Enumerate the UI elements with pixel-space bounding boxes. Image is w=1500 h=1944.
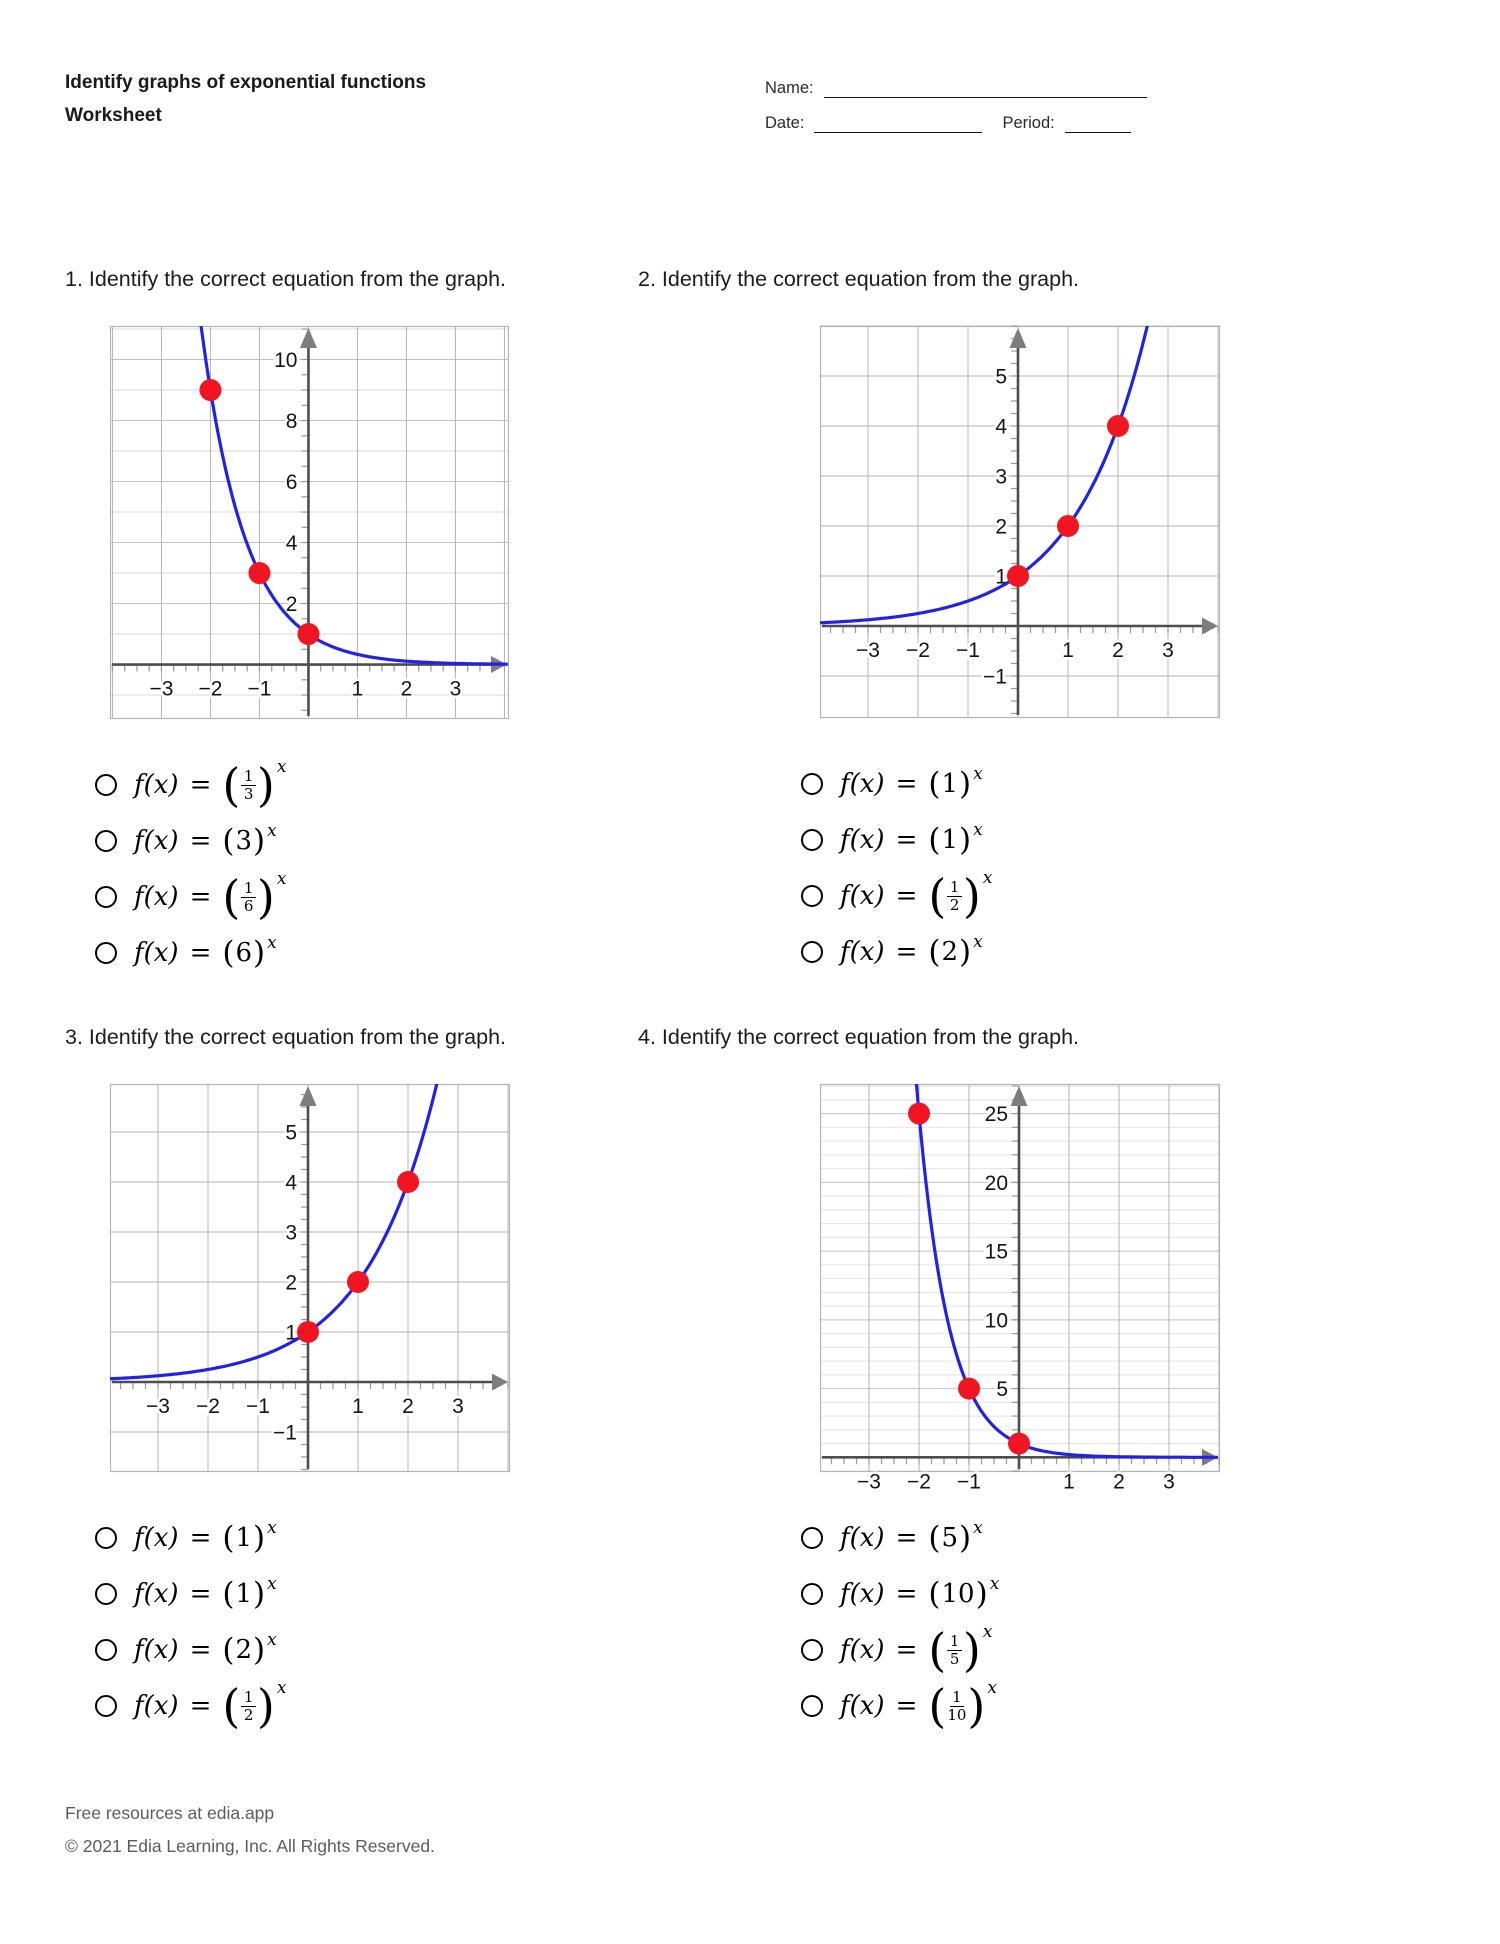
exponent-x: x xyxy=(973,931,983,952)
radio-circle[interactable] xyxy=(801,1639,823,1661)
option-equation xyxy=(840,1573,1000,1612)
option-equation xyxy=(134,932,277,971)
exponential-graph-4 xyxy=(820,1084,1238,1494)
options-list-4 xyxy=(801,1510,1238,1734)
answer-option-2-3[interactable] xyxy=(801,868,1238,924)
equation-lhs: f(x) xyxy=(840,1579,885,1609)
close-paren: ) xyxy=(256,1679,275,1733)
equation-base: 2 xyxy=(941,937,959,967)
close-paren: ) xyxy=(967,1679,986,1733)
fraction-denominator: 3 xyxy=(243,784,254,803)
question-prompt-2 xyxy=(638,266,1238,292)
answer-option-2-4[interactable] xyxy=(801,924,1238,980)
equation-base: 1 xyxy=(941,825,959,855)
answer-option-1-1[interactable] xyxy=(95,757,665,813)
answer-option-1-3[interactable] xyxy=(95,869,665,925)
equation-lhs: f(x) xyxy=(840,1691,885,1721)
fraction xyxy=(946,1689,967,1724)
equals-sign: = xyxy=(895,881,918,911)
answer-option-3-4[interactable] xyxy=(95,1678,665,1734)
svg-text:3: 3 xyxy=(995,465,1007,489)
answer-option-1-4[interactable] xyxy=(95,925,665,981)
svg-text:−3: −3 xyxy=(146,1395,170,1418)
open-paren: ( xyxy=(928,765,941,802)
graph-svg-2 xyxy=(820,326,1220,718)
equals-sign: = xyxy=(189,1691,212,1721)
svg-text:−2: −2 xyxy=(196,1395,220,1418)
name-input-line xyxy=(824,79,1147,98)
equation-lhs: f(x) xyxy=(134,1691,179,1721)
equation-lhs: f(x) xyxy=(840,1523,885,1553)
radio-circle[interactable] xyxy=(95,830,117,852)
equation-lhs: f(x) xyxy=(134,1579,179,1609)
svg-text:−1: −1 xyxy=(273,1421,297,1445)
fraction-numerator: 1 xyxy=(241,768,256,786)
option-equation xyxy=(134,1573,277,1612)
svg-text:4: 4 xyxy=(285,1171,297,1195)
svg-text:2: 2 xyxy=(1113,1470,1125,1494)
svg-text:1: 1 xyxy=(352,1395,364,1418)
question-number: 4. xyxy=(638,1025,656,1049)
equals-sign: = xyxy=(189,826,212,856)
radio-circle[interactable] xyxy=(95,1639,117,1661)
answer-option-3-3[interactable] xyxy=(95,1622,665,1678)
question-text: Identify the correct equation from the graph. xyxy=(661,1025,1080,1049)
open-paren: ( xyxy=(928,933,941,970)
close-paren: ) xyxy=(962,869,981,923)
svg-text:1: 1 xyxy=(285,1321,297,1345)
svg-text:5: 5 xyxy=(285,1121,297,1145)
options-list-1 xyxy=(95,757,665,981)
equation-base: 5 xyxy=(941,1523,959,1553)
date-period-row xyxy=(765,109,1147,133)
question-block-2 xyxy=(638,266,1238,980)
option-equation xyxy=(840,931,983,970)
svg-text:25: 25 xyxy=(984,1103,1008,1127)
fraction-numerator: 1 xyxy=(241,880,256,898)
equation-lhs: f(x) xyxy=(134,770,179,800)
radio-circle[interactable] xyxy=(801,885,823,907)
answer-option-3-1[interactable] xyxy=(95,1510,665,1566)
fraction-denominator: 2 xyxy=(949,895,960,914)
question-prompt-4 xyxy=(638,1024,1238,1050)
option-equation xyxy=(840,763,983,802)
exponent-x: x xyxy=(982,868,993,888)
radio-circle[interactable] xyxy=(95,1527,117,1549)
svg-text:−1: −1 xyxy=(247,677,272,701)
close-paren: ) xyxy=(253,934,266,971)
fraction xyxy=(946,879,963,914)
options-list-3 xyxy=(95,1510,665,1734)
svg-text:−2: −2 xyxy=(907,1470,931,1494)
svg-text:20: 20 xyxy=(984,1171,1008,1195)
close-paren: ) xyxy=(253,1519,266,1556)
question-block-4 xyxy=(638,1024,1238,1734)
title-line-1: Identify graphs of exponential functions xyxy=(65,72,427,93)
footer-line-1: Free resources at edia.app xyxy=(65,1803,275,1823)
radio-circle[interactable] xyxy=(801,1527,823,1549)
svg-text:−1: −1 xyxy=(983,665,1007,689)
exponent-x: x xyxy=(973,819,983,840)
svg-text:−3: −3 xyxy=(149,677,174,701)
equals-sign: = xyxy=(895,1691,918,1721)
equals-sign: = xyxy=(895,769,918,799)
open-paren: ( xyxy=(222,1631,235,1668)
equation-base: 1 xyxy=(235,1523,253,1553)
option-equation xyxy=(134,757,287,812)
fraction-numerator: 1 xyxy=(947,1633,962,1651)
equals-sign: = xyxy=(189,1635,212,1665)
equation-base: 2 xyxy=(235,1635,253,1665)
close-paren: ) xyxy=(256,870,275,924)
date-input-line xyxy=(814,114,982,133)
svg-text:2: 2 xyxy=(995,515,1007,539)
equation-lhs: f(x) xyxy=(840,825,885,855)
open-paren: ( xyxy=(928,1519,941,1556)
equals-sign: = xyxy=(189,1579,212,1609)
exponent-x: x xyxy=(267,820,277,841)
radio-circle[interactable] xyxy=(95,1583,117,1605)
answer-option-2-2[interactable] xyxy=(801,812,1238,868)
svg-text:5: 5 xyxy=(995,365,1007,389)
equation-lhs: f(x) xyxy=(134,826,179,856)
option-equation xyxy=(134,1517,277,1556)
svg-text:2: 2 xyxy=(1112,639,1124,662)
footer-line-2: © 2021 Edia Learning, Inc. All Rights Reserved. xyxy=(65,1836,435,1856)
fraction xyxy=(240,768,257,803)
name-label: Name: xyxy=(765,79,814,97)
page-footer xyxy=(65,1797,435,1863)
equation-lhs: f(x) xyxy=(134,938,179,968)
fraction-denominator: 2 xyxy=(243,1705,254,1724)
svg-text:1: 1 xyxy=(1062,639,1074,662)
open-paren: ( xyxy=(222,758,241,812)
question-number: 3. xyxy=(65,1025,83,1049)
student-info-fields xyxy=(765,74,1147,144)
title-line-2: Worksheet xyxy=(65,105,162,126)
svg-text:1: 1 xyxy=(351,677,364,701)
svg-text:3: 3 xyxy=(1162,639,1174,662)
equation-lhs: f(x) xyxy=(134,882,179,912)
answer-option-3-2[interactable] xyxy=(95,1566,665,1622)
answer-option-4-2[interactable] xyxy=(801,1566,1238,1622)
fraction-denominator: 5 xyxy=(949,1649,960,1668)
exponent-x: x xyxy=(267,932,277,953)
question-number: 1. xyxy=(65,267,83,291)
answer-option-4-1[interactable] xyxy=(801,1510,1238,1566)
equation-lhs: f(x) xyxy=(840,769,885,799)
close-paren: ) xyxy=(256,758,275,812)
svg-text:2: 2 xyxy=(285,1271,297,1295)
question-prompt-1 xyxy=(65,266,665,292)
svg-text:15: 15 xyxy=(984,1240,1008,1264)
svg-text:1: 1 xyxy=(995,565,1007,589)
option-equation xyxy=(134,1678,287,1733)
exponential-graph-3 xyxy=(110,1084,665,1472)
svg-text:2: 2 xyxy=(400,677,413,701)
graph-svg-4 xyxy=(820,1084,1220,1494)
options-list-2 xyxy=(801,756,1238,980)
svg-text:10: 10 xyxy=(984,1309,1008,1333)
question-text: Identify the correct equation from the graph. xyxy=(88,267,507,291)
equals-sign: = xyxy=(895,1635,918,1665)
period-label: Period: xyxy=(1002,114,1055,132)
exponent-x: x xyxy=(276,1678,287,1698)
equation-lhs: f(x) xyxy=(840,881,885,911)
equation-base: 10 xyxy=(941,1579,975,1609)
option-equation xyxy=(840,1622,993,1677)
open-paren: ( xyxy=(222,1679,241,1733)
open-paren: ( xyxy=(222,870,241,924)
equation-base: 1 xyxy=(941,769,959,799)
svg-text:−3: −3 xyxy=(857,1470,881,1494)
open-paren: ( xyxy=(222,1519,235,1556)
svg-text:−1: −1 xyxy=(957,1470,981,1494)
exponent-x: x xyxy=(973,1517,983,1538)
svg-text:3: 3 xyxy=(285,1221,297,1245)
equation-lhs: f(x) xyxy=(134,1523,179,1553)
fraction-denominator: 10 xyxy=(947,1705,967,1724)
fraction-numerator: 1 xyxy=(950,1689,965,1707)
exponent-x: x xyxy=(989,1573,1000,1594)
svg-text:−1: −1 xyxy=(246,1395,270,1418)
close-paren: ) xyxy=(959,765,972,802)
answer-option-4-3[interactable] xyxy=(801,1622,1238,1678)
exponent-x: x xyxy=(267,1573,277,1594)
equals-sign: = xyxy=(895,1523,918,1553)
radio-circle[interactable] xyxy=(95,886,117,908)
svg-text:−3: −3 xyxy=(856,639,880,662)
svg-text:2: 2 xyxy=(285,593,298,617)
exponent-x: x xyxy=(973,763,983,784)
answer-option-4-4[interactable] xyxy=(801,1678,1238,1734)
equals-sign: = xyxy=(189,770,212,800)
svg-text:8: 8 xyxy=(285,410,298,434)
option-equation xyxy=(134,869,287,924)
svg-text:3: 3 xyxy=(1163,1470,1175,1494)
option-equation xyxy=(134,820,277,859)
exponent-x: x xyxy=(987,1678,997,1698)
svg-text:2: 2 xyxy=(402,1395,414,1418)
option-equation xyxy=(840,1517,983,1556)
exponent-x: x xyxy=(267,1517,277,1538)
radio-circle[interactable] xyxy=(95,774,117,796)
equation-lhs: f(x) xyxy=(840,1635,885,1665)
option-equation xyxy=(840,1678,997,1733)
open-paren: ( xyxy=(928,869,947,923)
radio-circle[interactable] xyxy=(801,773,823,795)
date-label: Date: xyxy=(765,114,805,132)
close-paren: ) xyxy=(253,1631,266,1668)
answer-option-1-2[interactable] xyxy=(95,813,665,869)
svg-text:−1: −1 xyxy=(956,639,980,662)
equation-base: 1 xyxy=(235,1579,253,1609)
equals-sign: = xyxy=(189,938,212,968)
option-equation xyxy=(840,868,993,923)
question-block-1 xyxy=(65,266,665,981)
open-paren: ( xyxy=(928,1679,947,1733)
open-paren: ( xyxy=(928,821,941,858)
equals-sign: = xyxy=(895,937,918,967)
svg-text:10: 10 xyxy=(274,349,298,373)
equation-lhs: f(x) xyxy=(840,937,885,967)
graph-svg-3 xyxy=(110,1084,510,1472)
svg-text:3: 3 xyxy=(452,1395,464,1418)
radio-circle[interactable] xyxy=(95,1695,117,1717)
equation-lhs: f(x) xyxy=(134,1635,179,1665)
question-prompt-3 xyxy=(65,1024,665,1050)
equals-sign: = xyxy=(895,825,918,855)
name-row xyxy=(765,74,1147,98)
close-paren: ) xyxy=(962,1623,981,1677)
close-paren: ) xyxy=(959,933,972,970)
fraction-numerator: 1 xyxy=(947,879,962,897)
open-paren: ( xyxy=(928,1623,947,1677)
fraction xyxy=(240,880,257,915)
svg-text:−2: −2 xyxy=(198,677,223,701)
open-paren: ( xyxy=(222,1575,235,1612)
svg-text:1: 1 xyxy=(1063,1470,1075,1494)
radio-circle[interactable] xyxy=(801,829,823,851)
open-paren: ( xyxy=(222,822,235,859)
equals-sign: = xyxy=(189,882,212,912)
exponential-graph-1 xyxy=(110,326,665,719)
exponent-x: x xyxy=(276,869,287,889)
equation-base: 3 xyxy=(235,826,253,856)
close-paren: ) xyxy=(959,1519,972,1556)
open-paren: ( xyxy=(222,934,235,971)
exponent-x: x xyxy=(276,757,287,777)
svg-text:6: 6 xyxy=(285,471,298,495)
svg-text:4: 4 xyxy=(285,532,298,556)
radio-circle[interactable] xyxy=(801,1583,823,1605)
equals-sign: = xyxy=(189,1523,212,1553)
svg-text:3: 3 xyxy=(449,677,462,701)
radio-circle[interactable] xyxy=(801,1695,823,1717)
exponential-graph-2 xyxy=(820,326,1238,718)
exponent-x: x xyxy=(982,1622,993,1642)
close-paren: ) xyxy=(959,821,972,858)
fraction-denominator: 6 xyxy=(243,896,254,915)
svg-text:5: 5 xyxy=(996,1378,1008,1402)
option-equation xyxy=(134,1629,277,1668)
equation-base: 6 xyxy=(235,938,253,968)
svg-text:4: 4 xyxy=(995,415,1007,439)
fraction xyxy=(946,1633,963,1668)
graph-svg-1 xyxy=(110,326,509,719)
radio-circle[interactable] xyxy=(95,942,117,964)
question-text: Identify the correct equation from the graph. xyxy=(661,267,1080,291)
fraction-numerator: 1 xyxy=(241,1689,256,1707)
worksheet-title xyxy=(65,66,426,132)
close-paren: ) xyxy=(253,822,266,859)
option-equation xyxy=(840,819,983,858)
equals-sign: = xyxy=(895,1579,918,1609)
exponent-x: x xyxy=(267,1629,277,1650)
question-block-3 xyxy=(65,1024,665,1734)
question-text: Identify the correct equation from the graph. xyxy=(88,1025,507,1049)
close-paren: ) xyxy=(253,1575,266,1612)
radio-circle[interactable] xyxy=(801,941,823,963)
question-number: 2. xyxy=(638,267,656,291)
svg-text:−2: −2 xyxy=(906,639,930,662)
period-input-line xyxy=(1065,114,1131,133)
open-paren: ( xyxy=(928,1575,941,1612)
fraction xyxy=(240,1689,257,1724)
close-paren: ) xyxy=(975,1575,988,1612)
answer-option-2-1[interactable] xyxy=(801,756,1238,812)
